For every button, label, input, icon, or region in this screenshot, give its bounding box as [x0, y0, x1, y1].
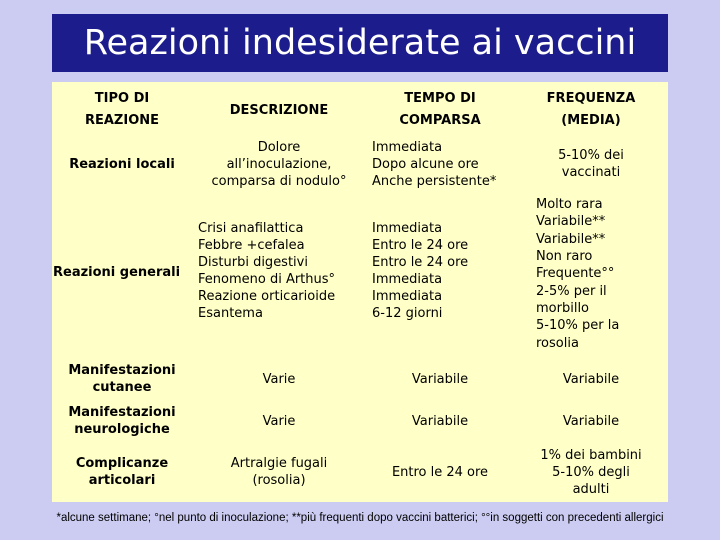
row-articolari-tempo: Entro le 24 ore — [391, 464, 489, 480]
row-cutanee-descrizione: Varie — [262, 371, 296, 387]
row-generali-descrizione: Crisi anafilattica Febbre +cefalea Disturbi digestivi Fenomeno di Arthus° Reazione orticarioide Esantema — [198, 221, 336, 321]
header-tempo: TEMPO DI COMPARSA — [399, 91, 481, 128]
header-tipo: TIPO DI REAZIONE — [84, 91, 160, 128]
reactions-table — [52, 82, 668, 502]
row-cutanee-tipo: Manifestazioni cutanee — [68, 363, 176, 395]
row-generali-tempo: Immediata Entro le 24 ore Entro le 24 ore Immediata Immediata 6-12 giorni — [372, 221, 469, 321]
header-descrizione: DESCRIZIONE — [229, 102, 329, 118]
row-locali-tempo: Immediata Dopo alcune ore Anche persistente* — [372, 139, 497, 189]
row-articolari-descrizione: Artralgie fugali (rosolia) — [230, 456, 328, 488]
row-neurologiche-tipo: Manifestazioni neurologiche — [68, 405, 176, 437]
row-locali-frequenza: 5-10% dei vaccinati — [558, 148, 624, 180]
row-cutanee-tempo: Variabile — [411, 371, 469, 387]
row-neurologiche-frequenza: Variabile — [562, 413, 620, 429]
row-neurologiche-tempo: Variabile — [411, 413, 469, 429]
row-cutanee-frequenza: Variabile — [562, 371, 620, 387]
row-locali-tipo: Reazioni locali — [69, 156, 175, 172]
row-articolari-tipo: Complicanze articolari — [75, 456, 169, 488]
row-articolari-frequenza: 1% dei bambini 5-10% degli adulti — [540, 447, 642, 497]
row-generali-tipo: Reazioni generali — [53, 264, 181, 280]
row-locali-descrizione: Dolore all’inoculazione, comparsa di nodulo° — [211, 139, 347, 189]
footnote: *alcune settimane; °nel punto di inoculazione; **più frequenti dopo vaccini batterici; °°in soggetti con precedenti allergici — [56, 512, 664, 524]
row-neurologiche-descrizione: Varie — [262, 413, 296, 429]
header-frequenza: FREQUENZA (MEDIA) — [546, 91, 636, 128]
row-generali-frequenza: Molto rara Variabile** Variabile** Non raro Frequente°° 2-5% per il morbillo 5-10% per la rosolia — [536, 197, 620, 351]
slide-title: Reazioni indesiderate ai vaccini — [52, 14, 668, 72]
